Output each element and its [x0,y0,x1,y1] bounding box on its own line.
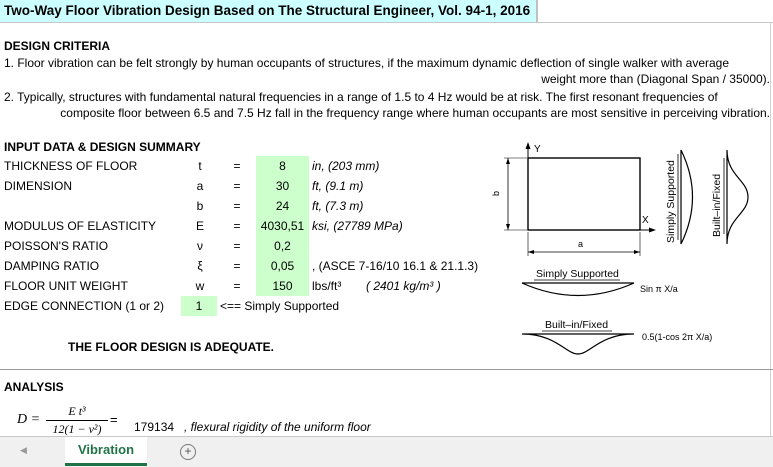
sheet-tab-bar [0,436,773,467]
row-label: FLOOR UNIT WEIGHT [4,279,128,293]
row-symbol: a [196,179,204,193]
x-arrow-icon [649,228,656,233]
row-symbol: ν [197,239,203,253]
analysis-heading: ANALYSIS [4,380,64,394]
criteria-line-1: 1. Floor vibration can be felt strongly by human occupants of structures, if the maximum dynamic deflection of single walker with average [4,56,730,70]
row-unit: ft, (9.1 m) [312,179,364,193]
row-equals: = [233,279,241,293]
row-label: DAMPING RATIO [4,259,100,273]
add-sheet-icon[interactable]: + [180,444,196,460]
formula-fraction-bar [46,420,108,421]
criteria-line-1b: weight more than (Diagonal Span / 35000). [541,72,770,86]
edge-connection-input[interactable]: 1 [181,296,217,316]
formula-denominator: 12(1 − ν²) [52,422,102,436]
row-label: DIMENSION [4,179,73,193]
built-in-fixed-label: Built–in/Fixed [545,319,609,331]
criteria-heading: DESIGN CRITERIA [4,39,111,53]
edge-connection-label: EDGE CONNECTION (1 or 2) [4,299,165,313]
dimension-b-label: b [491,190,501,196]
y-arrow-icon [526,142,531,149]
built-in-fixed-formula: 0.5(1-cos 2π X/a) [642,332,713,342]
row-unit: ksi, (27789 MPa) [312,219,403,233]
row-unit: , (ASCE 7-16/10 16.1 & 21.1.3) [312,259,479,273]
damping-input[interactable]: 0,05 [256,256,309,276]
row-symbol: t [198,159,202,173]
vertical-built-in-fixed-curve [727,150,748,244]
flexural-rigidity-note: , flexural rigidity of the uniform floor [184,420,371,434]
dimension-b-input[interactable]: 24 [256,196,309,216]
grid-line [0,22,773,23]
unit-weight-input[interactable]: 150 [256,276,309,296]
design-status: THE FLOOR DESIGN IS ADEQUATE. [68,340,275,354]
grid-line [537,0,538,22]
sheet-title: Two-Way Floor Vibration Design Based on The Structural Engineer, Vol. 94-1, 2016 [0,0,537,22]
tab-vibration[interactable]: Vibration [65,437,147,466]
input-heading: INPUT DATA & DESIGN SUMMARY [4,140,201,154]
poisson-input[interactable]: 0,2 [256,236,309,256]
row-equals: = [233,199,241,213]
row-symbol: ξ [197,259,203,273]
vertical-simply-supported-curve [681,150,693,244]
row-symbol: b [196,199,204,213]
row-equals: = [233,239,241,253]
row-unit-metric: ( 2401 kg/m³ ) [366,279,441,293]
thickness-input[interactable]: 8 [256,156,309,176]
vertical-built-in-fixed-label: Built–in/Fixed [711,173,723,237]
row-symbol: w [195,279,205,293]
vertical-simply-supported-label: Simply Supported [665,160,677,243]
row-equals: = [233,259,241,273]
dimension-a-input[interactable]: 30 [256,176,309,196]
x-axis-label: X [642,215,649,226]
criteria-line-2b: composite floor between 6.5 and 7.5 Hz fall in the frequency range where human occupants are most sensitive in perceiving vibration. [60,106,770,120]
row-label: THICKNESS OF FLOOR [4,159,138,173]
edge-connection-note: <== Simply Supported [220,299,340,313]
scroll-left-icon[interactable]: ◀ [20,445,27,455]
simply-supported-label: Simply Supported [536,268,619,280]
row-unit: in, (203 mm) [312,159,380,173]
row-label: POISSON'S RATIO [4,239,109,253]
dimension-a-label: a [578,239,584,249]
formula-numerator: E t³ [68,404,86,418]
built-in-fixed-curve [522,334,634,354]
y-axis-label: Y [534,144,541,155]
row-equals: = [233,219,241,233]
simply-supported-curve [522,283,634,296]
formula-equals: = [110,412,118,427]
row-equals: = [233,159,241,173]
modulus-input[interactable]: 4030,51 [256,216,309,236]
row-symbol: E [195,219,204,233]
formula-lhs: D = [17,412,41,427]
row-label: MODULUS OF ELASTICITY [4,219,157,233]
row-unit: lbs/ft³ [312,279,342,293]
simply-supported-formula: Sin π X/a [640,284,678,294]
section-divider [0,369,773,370]
floor-diagram [490,140,772,360]
row-unit: ft, (7.3 m) [312,199,364,213]
floor-plate [528,158,640,230]
criteria-line-2: 2. Typically, structures with fundamental natural frequencies in a range of 1.5 to 4 Hz would be at risk. The first resonant frequencies of [4,90,718,104]
row-equals: = [233,179,241,193]
flexural-rigidity-value: 179134 [134,420,175,434]
